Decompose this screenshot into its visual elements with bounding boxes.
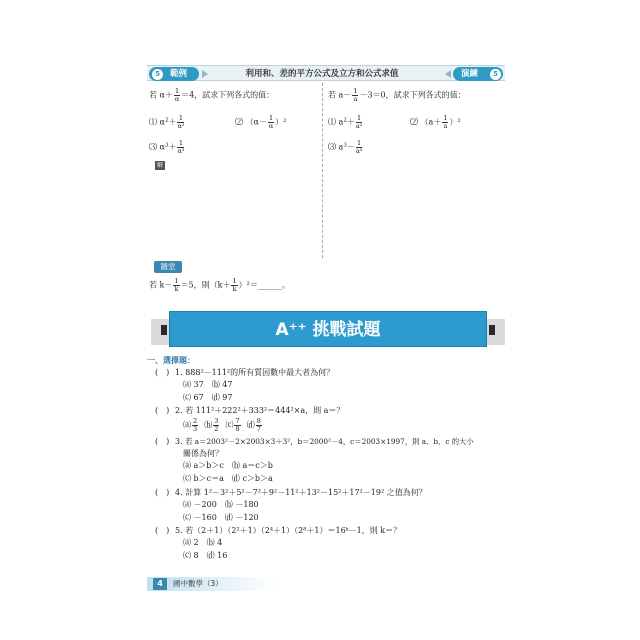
challenge-banner [151,305,505,355]
part-fraction [442,115,448,130]
book-title: 國中數學（3） [173,579,223,588]
expr-exponent: 3 [343,142,347,149]
fraction-denominator: k [174,285,179,293]
fraction-denominator: a [443,122,448,130]
expr-operator: ＋ [168,142,177,152]
fraction-numerator: 1 [174,87,180,95]
question-5-options-row-2: ⒞ 8 ⒟ 16 [183,551,228,560]
fraction-numerator: 1 [357,139,362,147]
example-number: 5 [152,69,163,80]
practice-number: 5 [490,69,501,80]
fraction-numerator: 7 [235,417,240,425]
answer-paren[interactable]: ( ) [155,406,170,415]
fraction-denominator: a² [355,122,363,130]
option-fraction [213,418,219,433]
question-3 [175,437,474,447]
fraction-denominator: 3 [193,425,198,433]
example-stem-fraction [174,88,180,103]
part-label: ⑵ [235,117,243,127]
example-header-bar [147,65,505,81]
practice-part-1 [328,115,363,130]
fraction-numerator: 3 [214,417,219,425]
fraction-numerator: 1 [178,114,184,122]
question-text: 888²－111²的所有質因數中最大者為何？ [185,368,335,377]
banner-box [169,311,487,347]
fraction-denominator: α² [177,122,185,130]
column-divider [322,83,323,258]
question-5-options-row-1: ⒜ 2 ⒝ 4 [183,538,223,547]
fraction-numerator: 1 [353,87,358,95]
question-2 [175,406,344,416]
option-label: ⒜ [183,420,191,430]
fraction-denominator: 8 [235,425,240,433]
part-label: ⑴ [328,117,336,127]
expr-var: α [159,117,165,127]
expr-open: （a＋ [420,117,442,127]
question-4-options-row-2: ⒞ －160 ⒟ －120 [183,513,259,522]
question-1-options-row-2: ⒞ 67 ⒟ 97 [183,393,233,402]
answer-paren[interactable]: ( ) [155,488,170,497]
question-4 [175,488,427,498]
question-number: 3. [175,437,183,446]
fraction-denominator: k [232,285,237,293]
option-label: ⒞ [225,420,234,430]
option-label: ⒟ [246,420,255,430]
fraction-numerator: 2 [193,417,198,425]
fraction-numerator: 1 [178,139,184,147]
option-label: ⒝ [204,420,213,430]
page-footer [147,577,277,591]
note-question [149,278,290,293]
fraction-denominator: 2 [214,425,219,433]
option-fraction [234,418,240,433]
question-number: 2. [175,406,183,415]
question-1-options-row-1: ⒜ 37 ⒝ 47 [183,380,233,389]
question-number: 4. [175,488,183,497]
fraction-denominator: a³ [355,147,363,155]
part-label: ⑶ [149,142,157,152]
example-part-2 [235,115,286,130]
answer-paren[interactable]: ( ) [155,368,170,377]
banner-left-tab [161,325,167,335]
expr-operator: － [346,142,355,152]
practice-stem-post: －3＝0，試求下列各式的值： [359,90,466,100]
question-text: 若 a＝2003²－2×2003×3＋3²，b＝2000²－4，c＝2003×1997，則 a、b、c 的大小 [185,437,474,446]
example-stem-post: ＝4，試求下列各式的值： [181,90,275,100]
question-text: 若（2＋1）（2²＋1）（2⁴＋1）（2⁸＋1）＝16ᵏ－1，則 k＝？ [185,526,402,535]
solution-badge: 解 [156,162,163,169]
banner-title: A⁺⁺ 挑戰試題 [275,320,381,340]
left-arrow-icon [445,70,451,78]
fraction-denominator: 7 [256,425,261,433]
fraction-numerator: 1 [232,277,237,285]
practice-part-3 [328,140,363,155]
example-part-3 [149,140,185,155]
practice-stem [328,88,466,103]
fraction-numerator: 8 [256,417,261,425]
expr-var: a [338,117,344,127]
expr-operator: ＋ [346,117,355,127]
banner-right-tab [489,325,495,335]
part-fraction [177,140,184,155]
note-fraction-1 [173,278,179,293]
question-number: 1. [175,368,183,377]
practice-stem-fraction [352,88,358,103]
answer-paren[interactable]: ( ) [155,526,170,535]
example-part-1 [149,115,185,130]
fraction-numerator: 1 [268,114,274,122]
note-stem-pre: 若 k－ [149,280,173,290]
right-arrow-icon [202,70,208,78]
expr-exponent: 2 [164,117,169,124]
example-label: 範例 [169,69,187,79]
part-fraction [356,140,362,155]
practice-stem-pre: 若 a－ [328,90,352,100]
question-3-options-row-1: ⒜ a＞b＞c ⒝ a＝c＞b [183,461,273,470]
expr-var: a [338,142,344,152]
question-number: 5. [175,526,183,535]
practice-part-2 [410,115,461,130]
part-fraction [356,115,362,130]
expr-exponent: 2 [343,117,347,124]
note-badge: 隨堂 [154,261,182,273]
note-stem-mid: ＝5，則（k＋ [180,280,231,290]
question-text: 若 111²＋222²＋333²＝444²×a，則 a＝？ [185,406,345,415]
part-label: ⑶ [328,142,336,152]
fraction-denominator: α³ [177,147,185,155]
expr-close: ）² [449,117,461,127]
option-fraction [256,418,262,433]
question-1 [175,368,334,378]
question-4-options-row-1: ⒜ －200 ⒝ －180 [183,500,259,509]
question-3-options-row-2: ⒞ b＞c＝a ⒟ c＞b＞a [183,474,273,483]
part-fraction [177,115,184,130]
question-5 [175,526,401,536]
expr-operator: ＋ [168,117,177,127]
answer-paren[interactable]: ( ) [155,437,170,446]
question-text: 計算 1²－3²＋5²－7²＋9²－11²＋13²－15²＋17²－19² 之值為何？ [185,488,427,497]
fraction-numerator: 1 [357,114,362,122]
part-fraction [268,115,274,130]
fraction-denominator: α [268,122,274,130]
section-title: 一、選擇題： [147,356,195,365]
fraction-numerator: 1 [443,114,448,122]
example-label-pill [149,67,199,81]
example-stem [149,88,274,103]
expr-open: （α－ [245,117,267,127]
note-stem-post: ）²＝______。 [238,280,290,290]
part-label: ⑵ [410,117,418,127]
note-fraction-2 [231,278,237,293]
option-fraction [192,418,198,433]
fraction-numerator: 1 [174,277,179,285]
practice-label-pill [453,67,503,81]
textbook-page [147,60,505,595]
fraction-denominator: α [174,95,180,103]
example-stem-pre: 若 α＋ [149,90,173,100]
expr-close: ）² [275,117,287,127]
fraction-denominator: a [353,95,358,103]
expr-exponent: 3 [164,142,169,149]
page-number: 4 [153,578,167,590]
practice-label: 演練 [461,69,479,79]
question-2-options [183,418,263,433]
expr-var: α [159,142,165,152]
part-label: ⑴ [149,117,157,127]
question-3-text-continued: 關係為何？ [183,449,223,458]
example-topic-title: 利用和、差的平方公式及立方和公式求值 [245,69,399,79]
